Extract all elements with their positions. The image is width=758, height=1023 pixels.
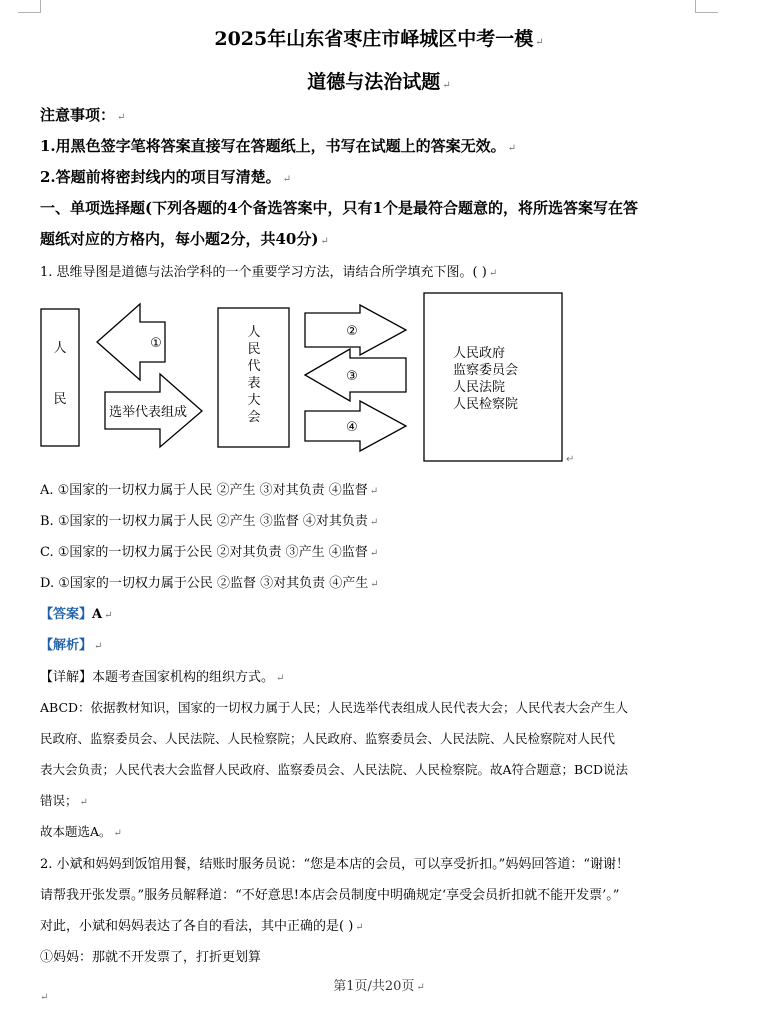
congress-char-6: 会 — [247, 410, 261, 425]
arrow-4-label: ④ — [346, 420, 358, 435]
paragraph-mark: ↵ — [40, 992, 49, 1003]
congress-char-5: 大 — [247, 393, 261, 408]
q2-option-1: ①妈妈：那就不开发票了，打折更划算 — [40, 950, 262, 965]
q1-option-a: A. ①国家的一切权力属于人民 ②产生 ③对其负责 ④监督 ↵ — [40, 483, 379, 498]
arrow-3-label: ③ — [346, 369, 358, 384]
q1-explain-line-4: 错误； ↵ — [40, 793, 88, 808]
congress-char-4: 表 — [247, 376, 261, 391]
q1-detail: 【详解】本题考查国家机构的组织方式。 ↵ — [40, 670, 285, 685]
notice-heading: 注意事项： ↵ — [40, 106, 126, 124]
q1-conclusion: 故本题选A。 ↵ — [40, 824, 122, 839]
organ-supervisory: 监察委员会 — [453, 363, 519, 378]
people-char-1: 人 — [53, 341, 67, 356]
q2-stem-line-2: 请帮我开张发票。”服务员解释道：“不好意思!本店会员制度中明确规定‘享受会员折扣就不能开发票’。” — [40, 888, 620, 903]
q1-explain-line-2: 民政府、监察委员会、人民法院、人民检察院；人民政府、监察委员会、人民法院、人民检察院对人民代 — [40, 731, 616, 746]
exam-title: 2025年山东省枣庄市峄城区中考一模 ↵ — [214, 28, 544, 50]
q1-analysis-tag: 【解析】 ↵ — [40, 638, 103, 653]
q1-answer: 【答案】A ↵ — [40, 607, 113, 622]
people-box — [41, 309, 79, 446]
page-footer: 第1页/共20页 ↵ — [333, 979, 425, 994]
svg-text:↵: ↵ — [566, 454, 575, 465]
organ-court: 人民法院 — [453, 380, 506, 395]
arrow-2-label: ② — [346, 324, 358, 339]
organ-government: 人民政府 — [453, 346, 506, 361]
q1-stem: 1. 思维导图是道德与法治学科的一个重要学习方法，请结合所学填充下图。( ) ↵ — [40, 265, 498, 280]
people-char-2: 民 — [53, 392, 67, 407]
congress-char-3: 代 — [247, 359, 261, 374]
q1-option-b: B. ①国家的一切权力属于人民 ②产生 ③监督 ④对其负责 ↵ — [40, 514, 379, 529]
elect-label: 选举代表组成 — [108, 405, 188, 420]
q1-option-d: D. ①国家的一切权力属于公民 ②监督 ③对其负责 ④产生 ↵ — [40, 576, 379, 591]
exam-subtitle: 道德与法治试题 ↵ — [307, 71, 451, 93]
q2-stem-line-1: 2. 小斌和妈妈到饭馆用餐，结账时服务员说：“您是本店的会员，可以享受折扣。”妈妈回答道：“谢谢！ — [40, 857, 629, 872]
notice-item-2: 2.答题前将密封线内的项目写清楚。 ↵ — [40, 168, 292, 186]
q1-explain-line-3: 表大会负责；人民代表大会监督人民政府、监察委员会、人民法院、人民检察院。故A符合题意；BCD说法 — [40, 762, 629, 777]
section-heading-line2: 题纸对应的方格内，每小题2分，共40分) ↵ — [40, 230, 329, 248]
section-heading-line1: 一、单项选择题(下列各题的4个备选答案中，只有1个是最符合题意的，将所选答案写在答 — [40, 199, 638, 217]
q1-option-c: C. ①国家的一切权力属于公民 ②对其负责 ③产生 ④监督 ↵ — [40, 545, 379, 560]
congress-char-1: 人 — [247, 325, 261, 340]
q2-stem-line-3: 对此，小斌和妈妈表达了各自的看法，其中正确的是( ) ↵ — [40, 919, 364, 934]
congress-char-2: 民 — [247, 342, 261, 357]
arrow-1-label: ① — [150, 336, 162, 351]
notice-item-1: 1.用黑色签字笔将答案直接写在答题纸上，书写在试题上的答案无效。 ↵ — [40, 137, 517, 155]
q1-explain-line-1: ABCD：依据教材知识，国家的一切权力属于人民；人民选举代表组成人民代表大会；人民代表大会产生人 — [40, 700, 629, 715]
organ-procuratorate: 人民检察院 — [453, 397, 519, 412]
